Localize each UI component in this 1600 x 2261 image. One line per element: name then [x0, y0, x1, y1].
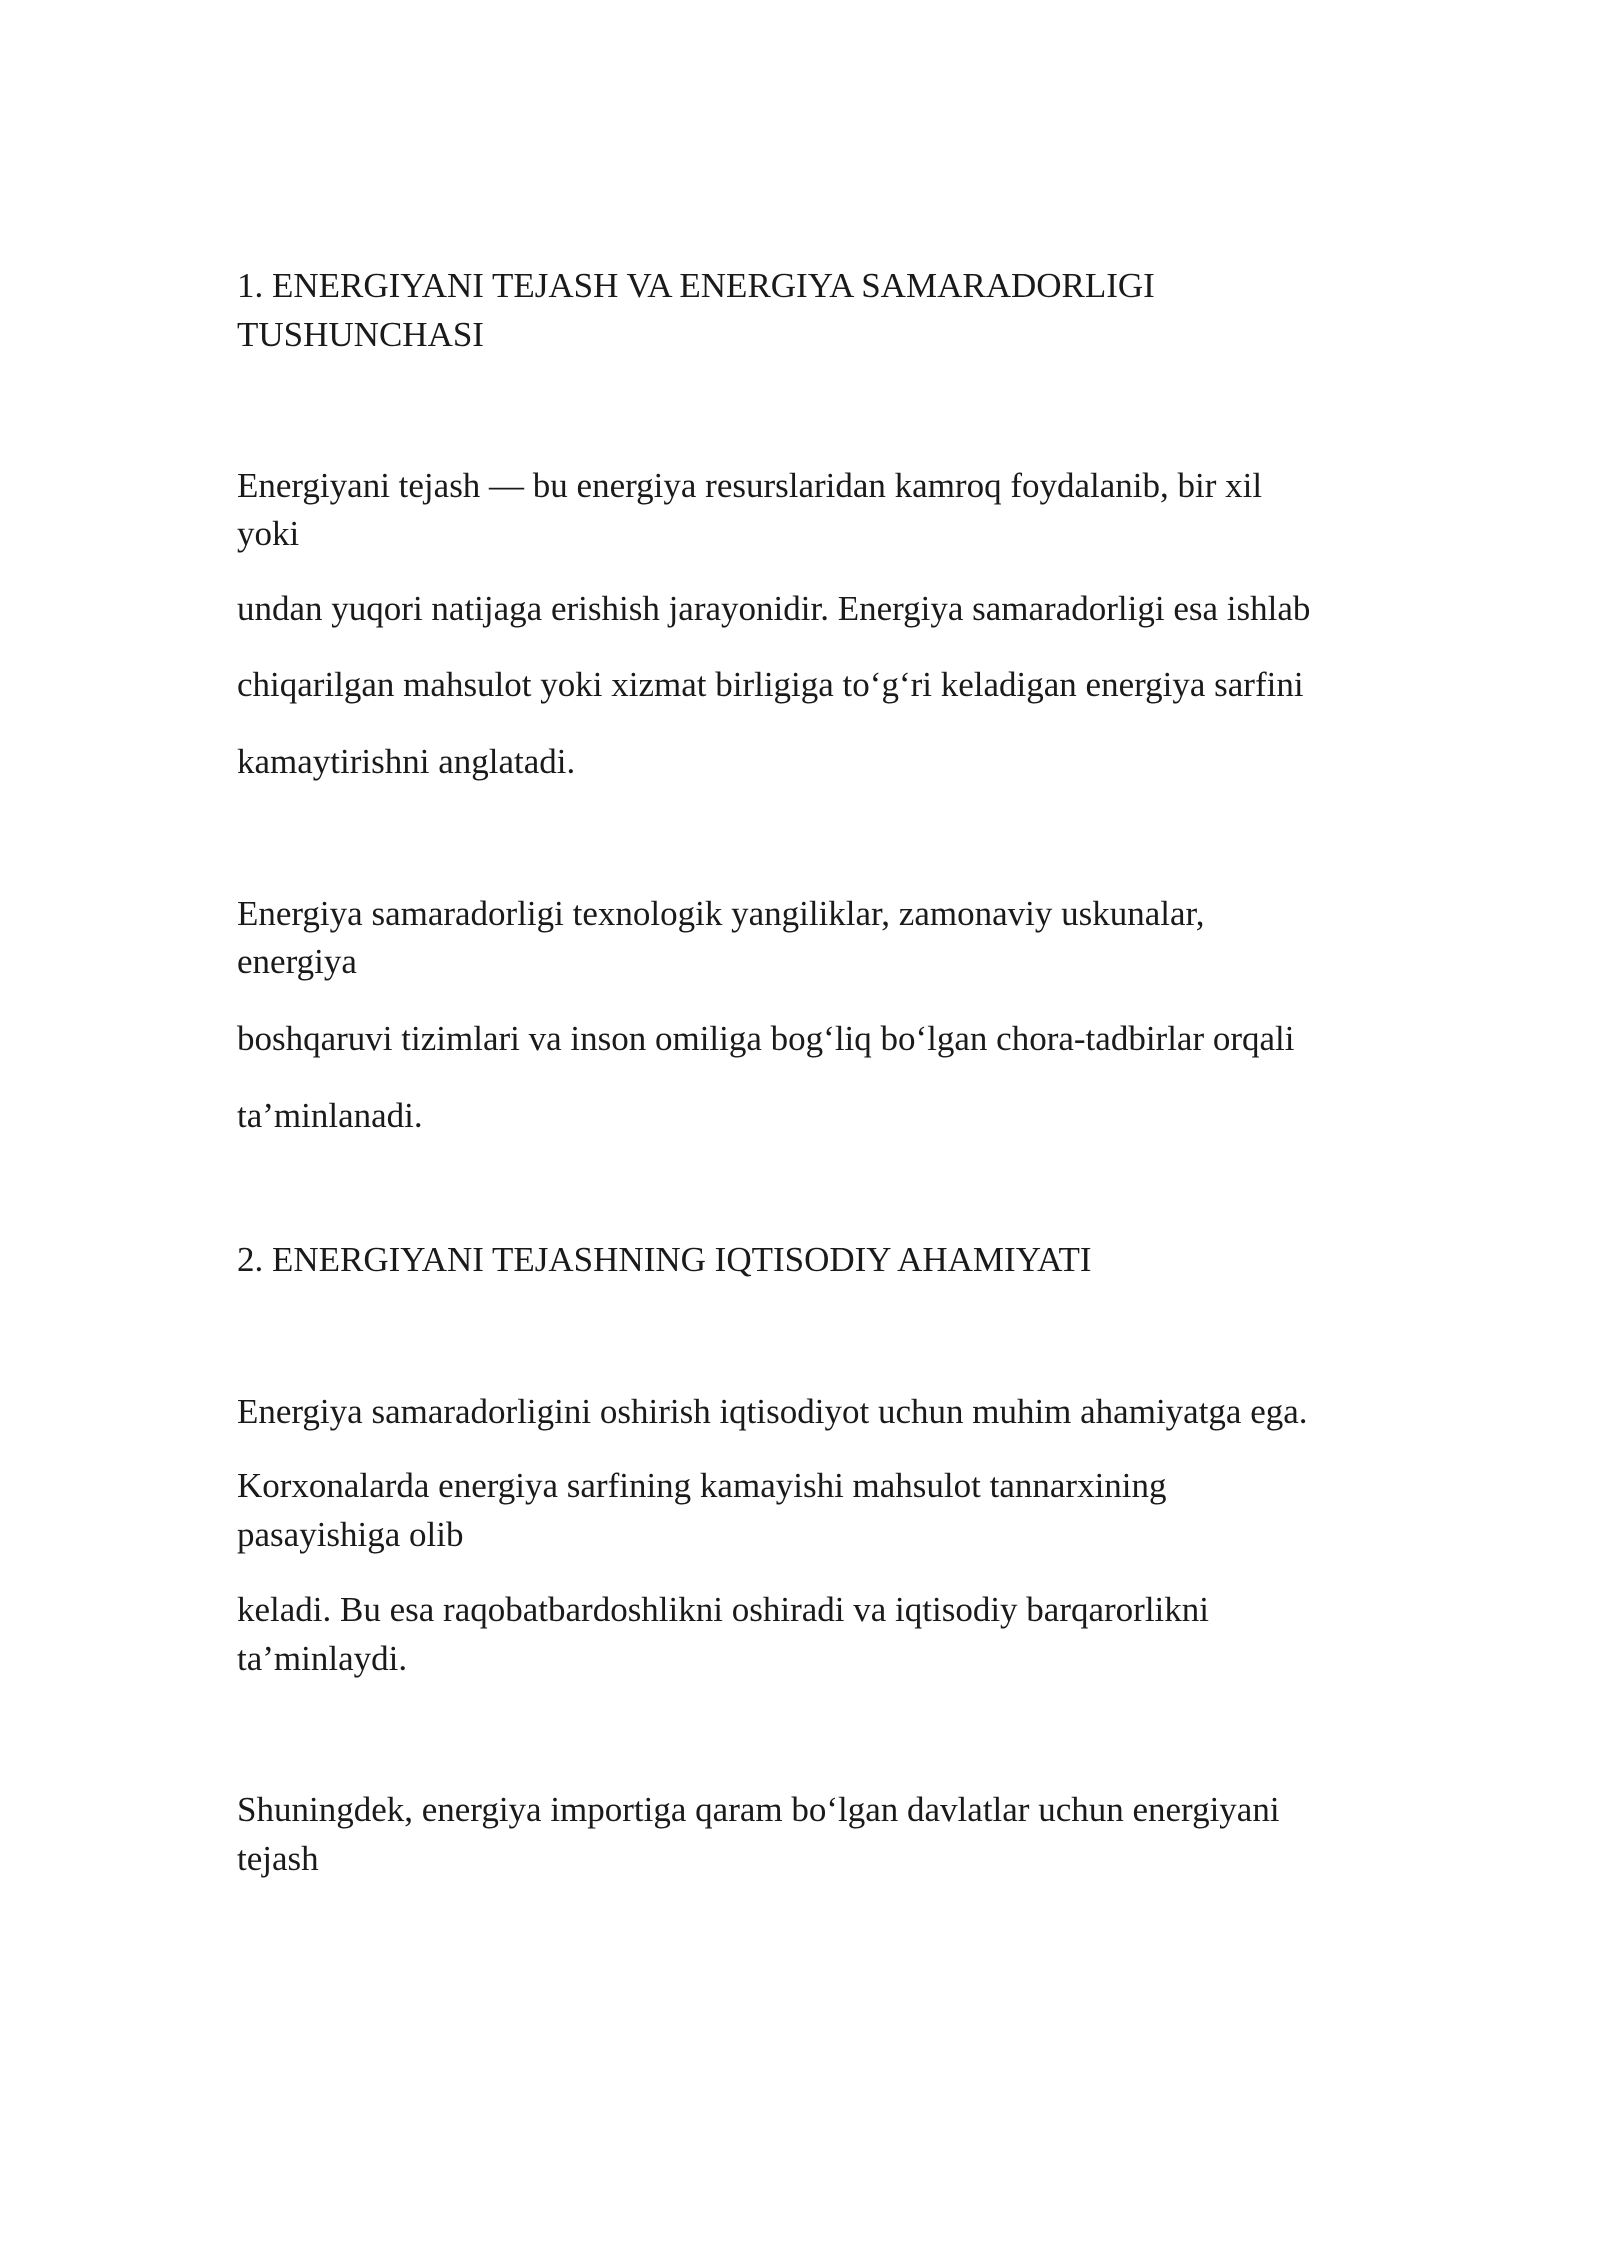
heading-line: 2. ENERGIYANI TEJASHNING IQTISODIY AHAMIYATI [237, 1240, 1092, 1279]
paragraph-line: yoki [237, 514, 300, 553]
paragraph-line: energiya [237, 942, 357, 981]
paragraph-line: Energiyani tejash — bu energiya resurslaridan kamroq foydalanib, bir xil [237, 466, 1263, 505]
paragraph-line: Energiya samaradorligini oshirish iqtisodiyot uchun muhim ahamiyatga ega. [237, 1392, 1308, 1431]
paragraph-line: chiqarilgan mahsulot yoki xizmat birligiga to‘g‘ri keladigan energiya sarfini [237, 665, 1304, 704]
paragraph-line: ta’minlaydi. [237, 1639, 408, 1678]
heading-line: TUSHUNCHASI [237, 315, 484, 354]
paragraph-line: kamaytirishni anglatadi. [237, 742, 576, 781]
paragraph-line: pasayishiga olib [237, 1515, 464, 1554]
paragraph-line: ta’minlanadi. [237, 1096, 423, 1135]
paragraph-line: tejash [237, 1839, 319, 1878]
heading-line: 1. ENERGIYANI TEJASH VA ENERGIYA SAMARADORLIGI [237, 266, 1155, 305]
paragraph-line: boshqaruvi tizimlari va inson omiliga bog‘liq bo‘lgan chora-tadbirlar orqali [237, 1019, 1295, 1058]
paragraph-line: keladi. Bu esa raqobatbardoshlikni oshiradi va iqtisodiy barqarorlikni [237, 1590, 1210, 1629]
paragraph-line: Korxonalarda energiya sarfining kamayishi mahsulot tannarxining [237, 1466, 1167, 1505]
paragraph-line: Shuningdek, energiya importiga qaram bo‘lgan davlatlar uchun energiyani [237, 1790, 1280, 1829]
paragraph-line: undan yuqori natijaga erishish jarayonidir. Energiya samaradorligi esa ishlab [237, 589, 1311, 628]
paragraph-line: Energiya samaradorligi texnologik yangiliklar, zamonaviy uskunalar, [237, 894, 1205, 933]
